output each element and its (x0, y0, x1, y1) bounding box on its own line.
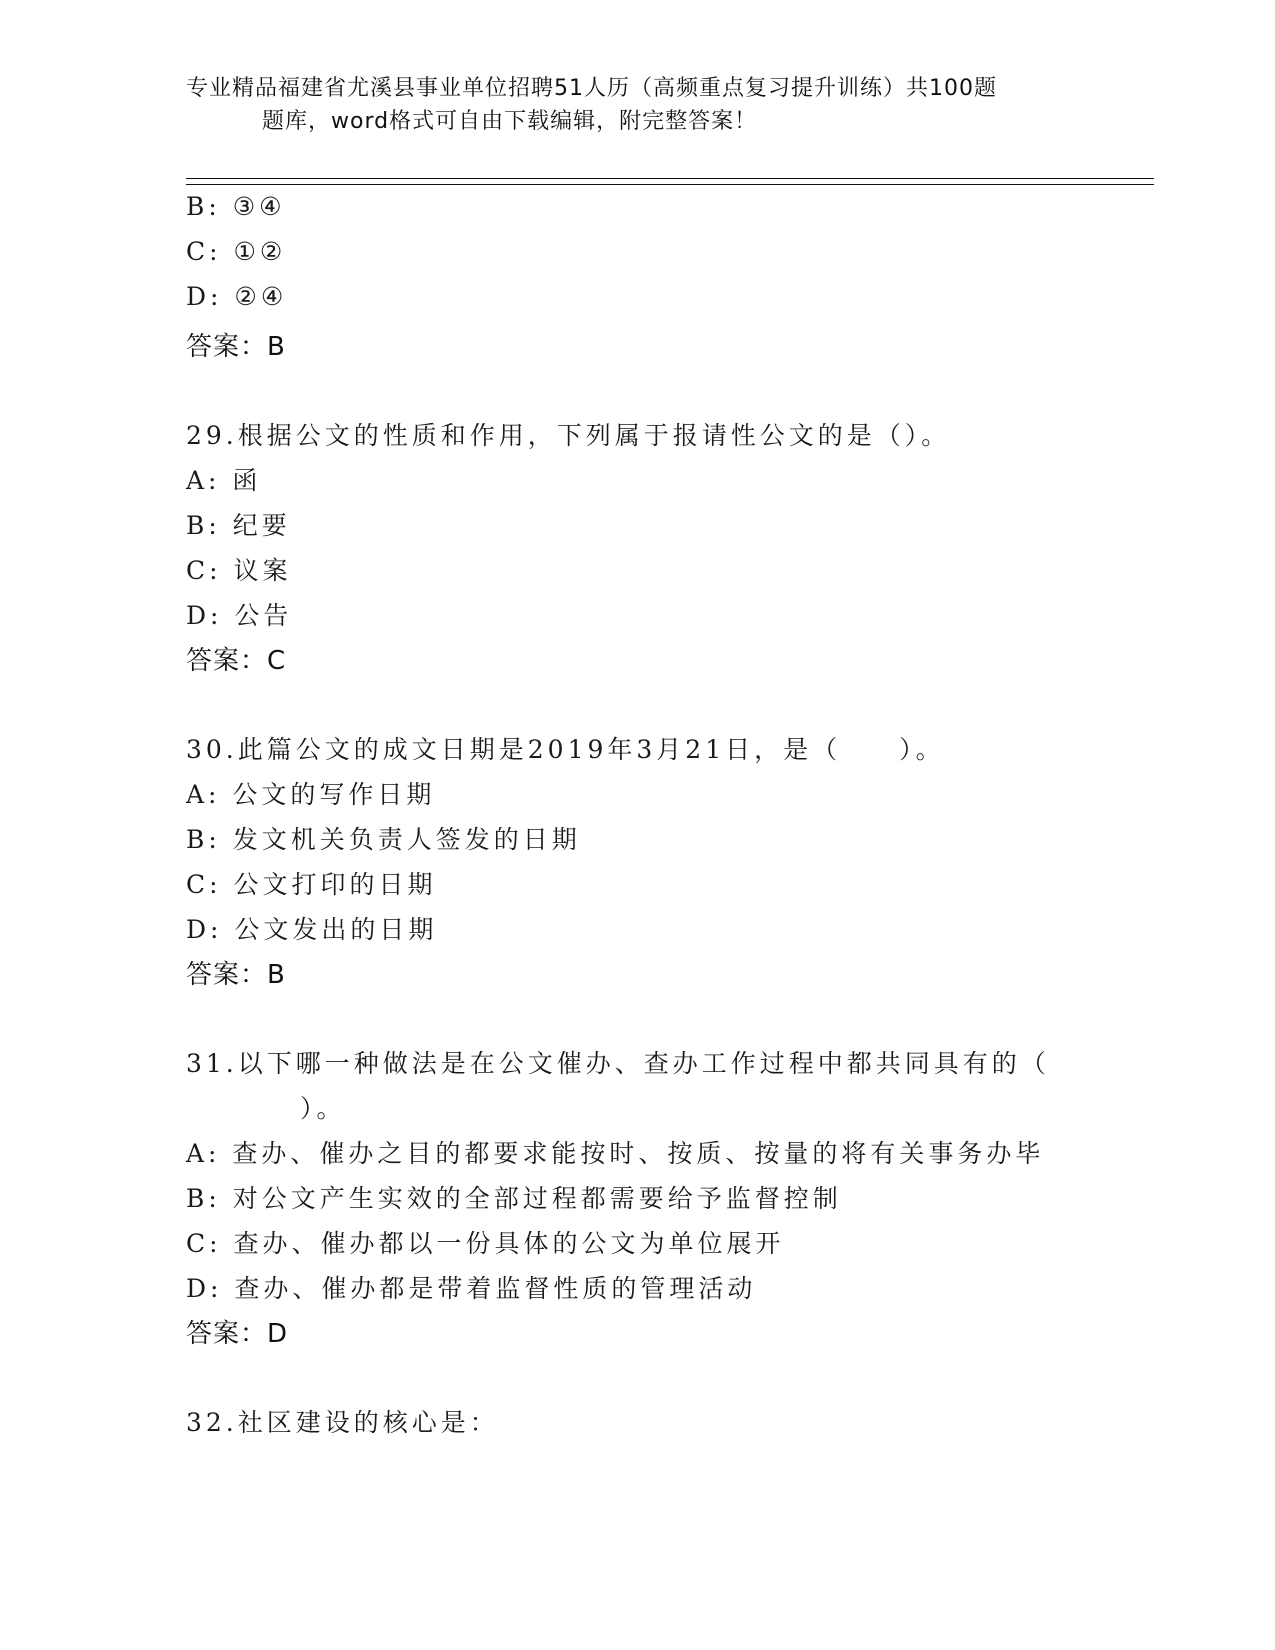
q31-option-d: D: 查办、催办都是带着监督性质的管理活动 (186, 1274, 757, 1303)
q30-answer: 答案：B (186, 960, 286, 990)
q28-option-b: B: ③④ (186, 192, 286, 221)
q29-answer: 答案：C (186, 646, 287, 676)
q28-option-d: D: ②④ (186, 282, 288, 311)
q30-option-c: C: 公文打印的日期 (186, 870, 437, 899)
q28-option-c: C: ①② (186, 237, 287, 266)
q28-answer: 答案：B (186, 332, 286, 362)
q31-option-a: A: 查办、催办之目的都要求能按时、按质、按量的将有关事务办毕 (186, 1139, 1045, 1168)
q31-question: 31.以下哪一种做法是在公文催办、查办工作过程中都共同具有的（ (186, 1049, 1050, 1078)
q32-question: 32.社区建设的核心是： (186, 1408, 499, 1437)
q31-question-continued: ）。 (300, 1094, 346, 1123)
q29-option-d: D: 公告 (186, 601, 293, 630)
q30-question: 30.此篇公文的成文日期是2019年3月21日，是（ ）。 (186, 735, 945, 764)
header-line-2: 题库，word格式可自由下载编辑，附完整答案！ (262, 109, 758, 134)
q29-option-a: A: 函 (186, 466, 262, 495)
q29-option-c: C: 议案 (186, 556, 292, 585)
q31-option-c: C: 查办、催办都以一份具体的公文为单位展开 (186, 1229, 785, 1258)
document-header (186, 72, 1066, 138)
q31-option-b: B: 对公文产生实效的全部过程都需要给予监督控制 (186, 1184, 842, 1213)
header-line-1: 专业精品福建省尤溪县事业单位招聘51人历（高频重点复习提升训练）共100题 (186, 76, 997, 101)
header-rule-bottom (186, 184, 1154, 185)
q29-question: 29.根据公文的性质和作用，下列属于报请性公文的是（）。 (186, 421, 951, 450)
q31-answer: 答案：D (186, 1319, 289, 1349)
q30-option-a: A: 公文的写作日期 (186, 780, 436, 809)
q30-option-b: B: 发文机关负责人签发的日期 (186, 825, 581, 854)
q29-option-b: B: 纪要 (186, 511, 291, 540)
q30-option-d: D: 公文发出的日期 (186, 915, 438, 944)
header-rule-top (186, 178, 1154, 179)
